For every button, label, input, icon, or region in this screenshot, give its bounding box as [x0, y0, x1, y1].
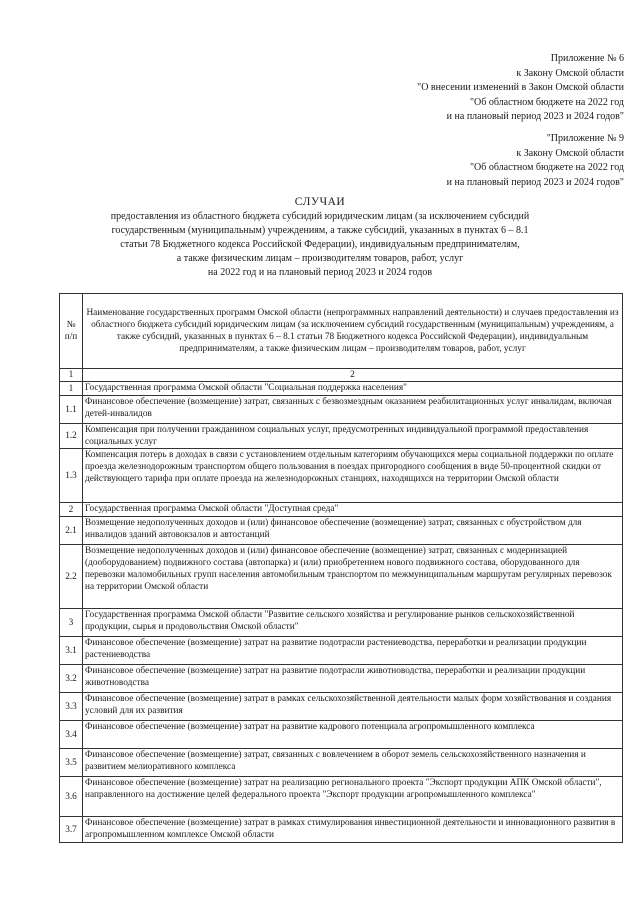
- row-num-cell: 3.6: [60, 777, 83, 817]
- row-text-cell: Государственная программа Омской области "Социальная поддержка населения": [83, 382, 623, 396]
- document-title: СЛУЧАИ: [294, 196, 346, 208]
- appendix-6-line: "О внесении изменений в Закон Омской области: [417, 82, 624, 93]
- subtitle-line: на 2022 год и на плановый период 2023 и 2024 годов: [207, 267, 433, 278]
- column-number-cell: 2: [83, 369, 623, 382]
- table-row: [60, 424, 623, 449]
- row-num-cell: 2.2: [60, 545, 83, 609]
- row-text-cell: Возмещение недополученных доходов и (или) финансовое обеспечение (возмещение) затрат, связанных с обустройством для инвалидов зданий автовокзалов и автостанций: [83, 517, 623, 545]
- table-header-row: [60, 294, 623, 369]
- appendix-9-line: к Закону Омской области: [516, 147, 624, 159]
- appendix-6-heading: [417, 52, 624, 125]
- row-num-cell: 3.7: [60, 817, 83, 843]
- subtitle-line: а также физическим лицам – производителям товаров, работ, услуг: [176, 253, 464, 264]
- table-row: [60, 517, 623, 545]
- document-subtitle: [60, 210, 580, 280]
- column-number-row: [60, 369, 623, 382]
- row-num-cell: 3.5: [60, 749, 83, 777]
- table-row: [60, 777, 623, 817]
- subtitle-line: статьи 78 Бюджетного кодекса Российской Федерации), индивидуальным предпринимателям,: [120, 239, 520, 250]
- column-number-cell: 1: [60, 369, 83, 382]
- row-text-cell: Финансовое обеспечение (возмещение) затрат на развитие подотрасли животноводства, переработки и реализации продукции животноводства: [83, 665, 623, 693]
- row-text-cell: Финансовое обеспечение (возмещение) затрат на развитие кадрового потенциала агропромышленного комплекса: [83, 721, 623, 749]
- appendix-9-line: и на плановый период 2023 и 2024 годов": [446, 176, 624, 188]
- appendix-6-line: и на плановый период 2023 и 2024 годов": [446, 111, 624, 122]
- appendix-6-line: к Закону Омской области: [516, 67, 624, 79]
- row-num-cell: 2: [60, 503, 83, 517]
- appendix-6-line: "Об областном бюджете на 2022 год: [469, 96, 624, 108]
- row-num-cell: 3.4: [60, 721, 83, 749]
- table-row: [60, 693, 623, 721]
- row-text-cell: Финансовое обеспечение (возмещение) затрат на развитие подотрасли растениеводства, переработки и реализации продукции растениеводства: [83, 637, 623, 665]
- row-num-cell: 2.1: [60, 517, 83, 545]
- row-text-cell: Финансовое обеспечение (возмещение) затрат в рамках стимулирования инвестиционной деятельности и инновационного развития в агропромышленном комплексе Омской области: [83, 817, 623, 843]
- document-title-block: [60, 196, 580, 280]
- table-row: [60, 665, 623, 693]
- appendix-6-line: Приложение № 6: [550, 53, 624, 64]
- subtitle-line: предоставления из областного бюджета субсидий юридическим лицам (за исключением субсидий: [110, 211, 530, 222]
- row-text-cell: Финансовое обеспечение (возмещение) затрат, связанных с вовлечением в оборот земель сельскохозяйственного назначения и развитием мелиоративного комплекса: [83, 749, 623, 777]
- appendix-9-heading: [447, 132, 624, 190]
- header-name-cell: Наименование государственных программ Омской области (непрограммных направлений деятельности) и случаев предоставления из областного бюджета субсидий юридическим лицам (за исключением субсидий государственным (муниципальным) учреждениям, а также субсидий, указанных в пунктах 6 – 8.1 статьи 78 Бюджетного кодекса Российской Федерации), индивидуальным предпринимателям, а также физическим лицам – производителям товаров, работ, услуг: [83, 294, 623, 369]
- table-row: [60, 721, 623, 749]
- row-num-cell: 3.2: [60, 665, 83, 693]
- table-row: [60, 503, 623, 517]
- row-text-cell: Государственная программа Омской области "Развитие сельского хозяйства и регулирование рынков сельскохозяйственной продукции, сырья и продовольствия Омской области": [83, 609, 623, 637]
- subtitle-line: государственным (муниципальным) учреждениям, а также субсидий, указанных в пунктах 6 – 8.1: [111, 225, 529, 236]
- table-row: [60, 449, 623, 503]
- table-row: [60, 609, 623, 637]
- row-text-cell: Государственная программа Омской области "Доступная среда": [83, 503, 623, 517]
- row-text-cell: Финансовое обеспечение (возмещение) затрат в рамках сельскохозяйственной деятельности малых форм хозяйствования и создания условий для их развития: [83, 693, 623, 721]
- table-row: [60, 637, 623, 665]
- table-row: [60, 817, 623, 843]
- row-num-cell: 1.3: [60, 449, 83, 503]
- row-num-cell: 1.2: [60, 424, 83, 449]
- table-row: [60, 749, 623, 777]
- table-row: [60, 382, 623, 396]
- row-text-cell: Компенсация при получении гражданином социальных услуг, предусмотренных индивидуальной программой предоставления социальных услуг: [83, 424, 623, 449]
- row-num-cell: 1.1: [60, 396, 83, 424]
- appendix-9-line: "Об областном бюджете на 2022 год: [469, 162, 624, 173]
- row-text-cell: Финансовое обеспечение (возмещение) затрат на реализацию регионального проекта "Экспорт продукции АПК Омской области", направленного на достижение целей федерального проекта "Экспорт продукции агропромышленного комплекса": [83, 777, 623, 817]
- row-text-cell: Финансовое обеспечение (возмещение) затрат, связанных с безвозмездным оказанием реабилитационных услуг инвалидам, включая детей-инвалидов: [83, 396, 623, 424]
- cases-table: [59, 293, 623, 843]
- header-num-cell: № п/п: [60, 294, 83, 369]
- row-num-cell: 1: [60, 382, 83, 396]
- row-text-cell: Компенсация потерь в доходах в связи с установлением отдельным категориям обучающихся меры социальной поддержки по оплате проезда железнодорожным транспортом общего пользования в поездах пригородного сообщения в виде 50-процентной скидки от действующего тарифа при оплате проезда на железнодорожных станциях, находящихся на территории Омской области: [83, 449, 623, 503]
- row-num-cell: 3: [60, 609, 83, 637]
- row-text-cell: Возмещение недополученных доходов и (или) финансовое обеспечение (возмещение) затрат, связанных с модернизацией (дооборудованием) подвижного состава (автопарка) и (или) приобретением нового подвижного состава, оборудованного для перевозки маломобильных групп населения автомобильным транспортом по межмуниципальным маршрутам регулярных перевозок на территории Омской области: [83, 545, 623, 609]
- table-row: [60, 396, 623, 424]
- table-row: [60, 545, 623, 609]
- row-num-cell: 3.1: [60, 637, 83, 665]
- row-num-cell: 3.3: [60, 693, 83, 721]
- appendix-9-line: "Приложение № 9: [546, 133, 624, 144]
